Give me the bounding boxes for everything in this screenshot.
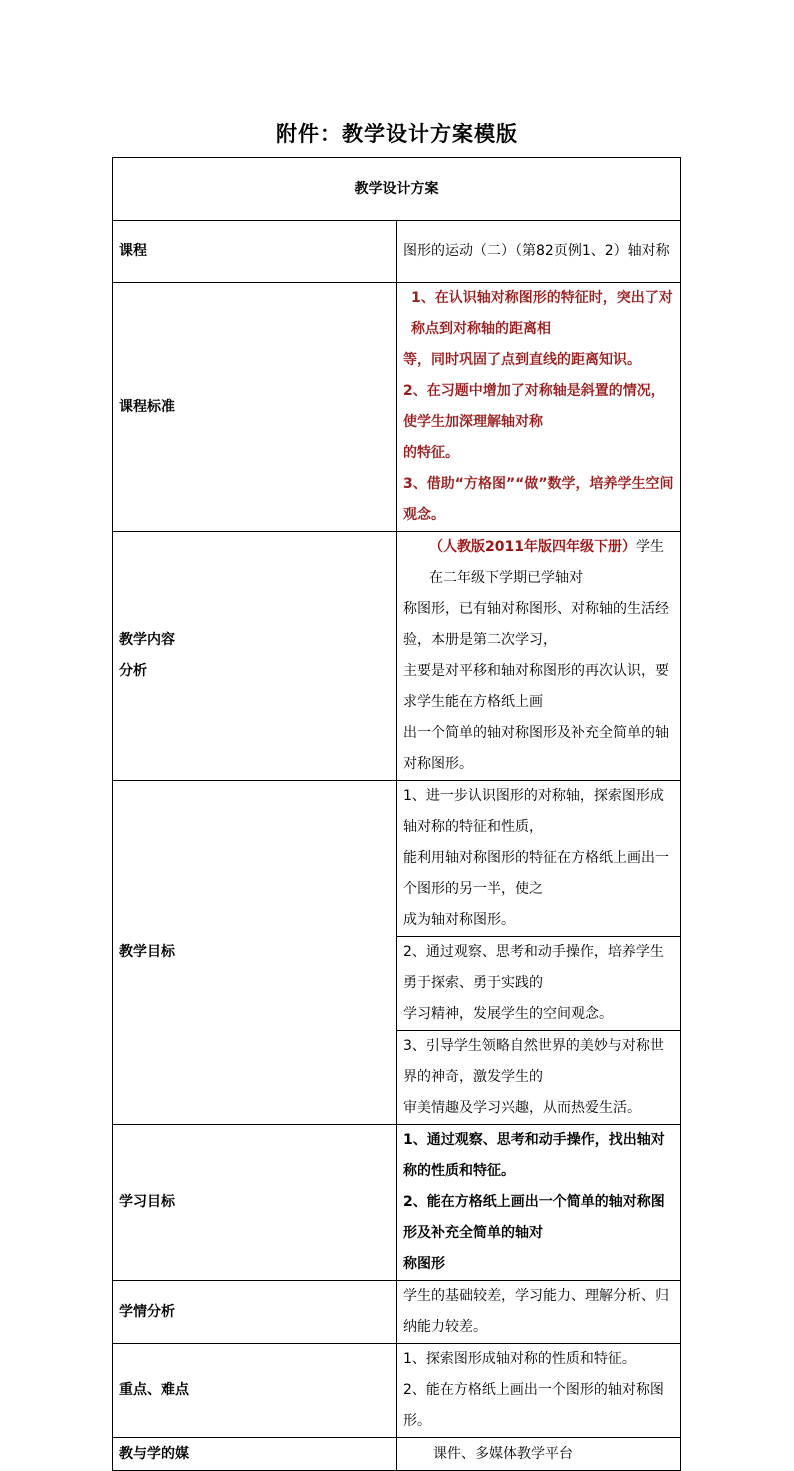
teaching-goal-line: 2、通过观察、思考和动手操作，培养学生勇于探索、勇于实践的 — [403, 944, 664, 991]
learner-analysis-label: 学情分析 — [113, 1281, 397, 1344]
key-point-line: 2、能在方格纸上画出一个图形的轴对称图形。 — [403, 1382, 664, 1429]
key-point-line: 1、探索图形成轴对称的性质和特征。 — [403, 1351, 636, 1367]
course-value: 图形的运动（二）（第82页例1、2）轴对称 — [397, 221, 681, 283]
teaching-goal-line: 能利用轴对称图形的特征在方格纸上画出一个图形的另一半，使之 — [403, 850, 669, 897]
teaching-goal-2 — [397, 937, 681, 1031]
key-points-content — [397, 1344, 681, 1438]
learning-goal-line: 称图形 — [403, 1256, 445, 1272]
teaching-plan-table — [112, 157, 681, 1471]
teaching-goal-1 — [397, 781, 681, 937]
table-row-content-analysis — [113, 532, 681, 781]
learner-analysis-value: 学生的基础较差，学习能力、理解分析、归纳能力较差。 — [397, 1281, 681, 1344]
media-label: 教与学的媒 — [113, 1438, 397, 1471]
teaching-goal-line: 1、进一步认识图形的对称轴，探索图形成轴对称的特征和性质， — [403, 788, 664, 835]
teaching-goal-line: 3、引导学生领略自然世界的美妙与对称世界的神奇，激发学生的 — [403, 1038, 664, 1085]
standard-line: 2、在习题中增加了对称轴是斜置的情况，使学生加深理解轴对称 — [403, 383, 665, 430]
teaching-goals-label: 教学目标 — [113, 781, 397, 1125]
content-analysis-label-line: 教学内容 — [119, 632, 175, 648]
standard-label: 课程标准 — [113, 283, 397, 532]
edition-note: （人教版2011年版四年级下册） — [429, 539, 636, 555]
content-analysis-line: 出一个简单的轴对称图形及补充全简单的轴对称图形。 — [403, 725, 669, 772]
table-row-course — [113, 221, 681, 283]
teaching-goal-line: 成为轴对称图形。 — [403, 912, 515, 928]
content-analysis-line: 称图形，已有轴对称图形、对称轴的生活经验，本册是第二次学习， — [403, 601, 669, 648]
content-analysis-line: 主要是对平移和轴对称图形的再次认识，要求学生能在方格纸上画 — [403, 663, 669, 710]
course-label: 课程 — [113, 221, 397, 283]
standard-line: 的特征。 — [403, 445, 459, 461]
standard-content — [397, 283, 681, 532]
standard-line: 3、借助“方格图”“做”数学，培养学生空间观念。 — [403, 476, 674, 523]
teaching-goal-line: 审美情趣及学习兴趣，从而热爱生活。 — [403, 1100, 641, 1116]
media-value: 课件、多媒体教学平台 — [397, 1438, 681, 1471]
table-row-key-points — [113, 1344, 681, 1438]
content-analysis-text: 学生在二年级下学期已学轴对 — [429, 539, 664, 586]
document-title: 附件：教学设计方案模版 — [276, 121, 518, 146]
learning-goal-line: 1、通过观察、思考和动手操作，找出轴对称的性质和特征。 — [403, 1132, 665, 1179]
table-row-learning-goals — [113, 1125, 681, 1281]
learning-goals-content — [397, 1125, 681, 1281]
table-row-standard — [113, 283, 681, 532]
content-analysis-label — [113, 532, 397, 781]
standard-line: 等，同时巩固了点到直线的距离知识。 — [403, 352, 641, 368]
table-heading: 教学设计方案 — [113, 158, 681, 221]
table-row-learner-analysis — [113, 1281, 681, 1344]
teaching-goal-line: 学习精神，发展学生的空间观念。 — [403, 1006, 613, 1022]
learning-goal-line: 2、能在方格纸上画出一个简单的轴对称图形及补充全简单的轴对 — [403, 1194, 665, 1241]
table-row-heading — [113, 158, 681, 221]
key-points-label: 重点、难点 — [113, 1344, 397, 1438]
standard-line: 1、在认识轴对称图形的特征时，突出了对称点到对称轴的距离相 — [411, 290, 673, 337]
teaching-goal-3 — [397, 1031, 681, 1125]
content-analysis-content — [397, 532, 681, 781]
learning-goals-label: 学习目标 — [113, 1125, 397, 1281]
table-row-media — [113, 1438, 681, 1471]
table-row-teaching-goal-1 — [113, 781, 681, 937]
content-analysis-line — [403, 532, 674, 594]
content-analysis-label-line: 分析 — [119, 663, 147, 679]
